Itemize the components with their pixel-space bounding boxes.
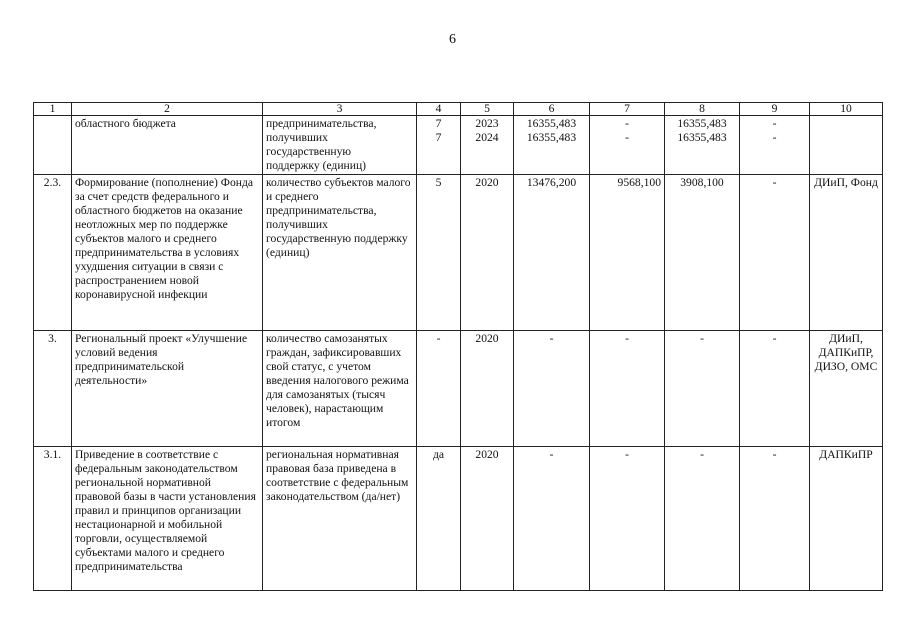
activity-name: Региональный проект «Улучшение условий ведения предпринимательской деятельности»	[72, 331, 263, 447]
federal-amount: - -	[590, 116, 665, 175]
federal-amount: -	[590, 447, 665, 591]
indicator-text: предпринимательства, получивших государственную поддержку (единиц)	[263, 116, 417, 175]
regional-amount: 3908,100	[665, 175, 740, 331]
table-row	[34, 331, 883, 447]
table-row	[34, 175, 883, 331]
table-row	[34, 447, 883, 591]
header-cell: 7	[590, 103, 665, 116]
header-cell: 10	[810, 103, 883, 116]
year: 2020	[461, 175, 514, 331]
indicator-value: 5	[417, 175, 461, 331]
executor	[810, 116, 883, 175]
total-amount: -	[514, 331, 590, 447]
indicator-value: 7 7	[417, 116, 461, 175]
regional-amount: 16355,483 16355,483	[665, 116, 740, 175]
activity-name: Приведение в соответствие с федеральным законодательством региональной нормативной правовой базы в части установления правил и принципов организации нестационарной и мобильной торговли, осуществляемой субъектами малого и среднего предпринимательства	[72, 447, 263, 591]
row-number: 2.3.	[34, 175, 72, 331]
federal-amount: 9568,100	[590, 175, 665, 331]
executor: ДИиП, Фонд	[810, 175, 883, 331]
table-header-row	[34, 103, 883, 116]
activity-name: Формирование (пополнение) Фонда за счет средств федерального и областного бюджетов на оказание неотложных мер по поддержке субъектов малого и среднего предпринимательства в условиях ухудшения ситуации в связи с распространением новой коронавирусной инфекции	[72, 175, 263, 331]
indicator-text: количество субъектов малого и среднего предпринимательства, получивших государственную поддержку (единиц)	[263, 175, 417, 331]
header-cell: 9	[740, 103, 810, 116]
indicator-value: да	[417, 447, 461, 591]
year: 2023 2024	[461, 116, 514, 175]
row-number	[34, 116, 72, 175]
row-number: 3.1.	[34, 447, 72, 591]
indicator-value: -	[417, 331, 461, 447]
regional-amount: -	[665, 331, 740, 447]
activity-name: областного бюджета	[72, 116, 263, 175]
program-table	[33, 102, 883, 591]
federal-amount: -	[590, 331, 665, 447]
total-amount: 13476,200	[514, 175, 590, 331]
other-amount: -	[740, 331, 810, 447]
year: 2020	[461, 447, 514, 591]
header-cell: 4	[417, 103, 461, 116]
other-amount: - -	[740, 116, 810, 175]
row-number: 3.	[34, 331, 72, 447]
total-amount: 16355,483 16355,483	[514, 116, 590, 175]
year: 2020	[461, 331, 514, 447]
header-cell: 2	[72, 103, 263, 116]
regional-amount: -	[665, 447, 740, 591]
header-cell: 6	[514, 103, 590, 116]
table-row	[34, 116, 883, 175]
header-cell: 8	[665, 103, 740, 116]
indicator-text: количество самозанятых граждан, зафиксировавших свой статус, с учетом введения налогового режима для самозанятых (тысяч человек), нарастающим итогом	[263, 331, 417, 447]
page-number: 6	[449, 32, 456, 47]
header-cell: 1	[34, 103, 72, 116]
total-amount: -	[514, 447, 590, 591]
executor: ДАПКиПР	[810, 447, 883, 591]
other-amount: -	[740, 447, 810, 591]
indicator-text: региональная нормативная правовая база приведена в соответствие с федеральным законодательством (да/нет)	[263, 447, 417, 591]
header-cell: 5	[461, 103, 514, 116]
header-cell: 3	[263, 103, 417, 116]
other-amount: -	[740, 175, 810, 331]
executor: ДИиП, ДАПКиПР, ДИЗО, ОМС	[810, 331, 883, 447]
